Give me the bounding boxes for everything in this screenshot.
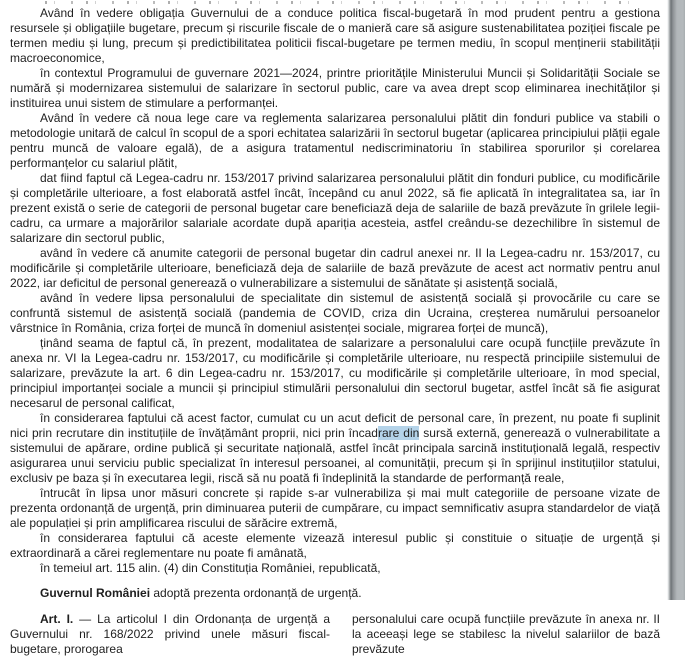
preamble-paragraph: în considerarea faptului că aceste elemente vizează interesul public și constituie o situație de urgență și extraordinară a cărei reglementare nu poate fi amânată, <box>10 531 660 560</box>
column-left <box>10 612 330 657</box>
preamble-paragraph: ținând seama de faptul că, în prezent, modalitatea de salarizare a personalului care ocupă funcțiile prevăzute în anexa nr. VI la Legea-cadru nr. 153/2017, cu modificările și completările ulterioare, nu respectă principiile sistemului de salarizare, prevăzute la art. 6 din Legea-cadru nr. 153/2017, cu modificările și completările ulterioare, în mod special, principiul importanței sociale a muncii și principiul stimulării personalului din sectorul bugetar, astfel încât să fie asigurat necesarul de personal calificat, <box>10 336 660 410</box>
two-column-section <box>10 612 660 657</box>
selection-post-text: sursă externă, generează o vulnerabilitate a sistemului de apărare, ordine publică și securitate națională, astfel încât principala sarcină instituțională legală, respectiv asigurarea unui serviciu public specializat în interesul persoanei, al comunității, precum și în sprijinul instituțiilor statului, exclusiv pe baza și în executarea legii, riscă să nu poată fi îndeplinită la standarde de performanță reale, <box>10 426 661 485</box>
text-selection-highlight: rare din <box>377 426 420 440</box>
preamble-paragraph-with-selection <box>10 411 660 486</box>
preamble-paragraph: în contextul Programului de guvernare 2021—2024, printre prioritățile Ministerului Muncii și Solidarității Sociale se numără și modernizarea sistemului de salarizare în sectorul public, care va avea drept scop eliminarea inechităților și instituirea unui sistem de stimulare a performanței. <box>10 66 660 110</box>
article-1-text: — La articolul I din Ordonanța de urgență a Guvernului nr. 168/2022 privind unele măsuri fiscal-bugetare, prorogarea <box>10 612 331 656</box>
preamble-paragraph: Având în vedere că noua lege care va reglementa salarizarea personalului plătit din fonduri publice va stabili o metodologie unitară de calcul în scopul de a spori echitatea salarizării în sectorul bugetar (aplicarea principiului plății egale pentru muncă de valoare egală), de a asigura tratamentul nediscriminatoriu în stabilirea sporurilor și corelarea performanțelor cu salariul plătit, <box>10 111 660 170</box>
page-edge-shadow <box>667 0 685 600</box>
article-1-paragraph <box>10 612 330 657</box>
preamble-paragraph: în temeiul art. 115 alin. (4) din Constituția României, republicată, <box>40 561 381 575</box>
adoption-clause <box>10 586 660 601</box>
adoption-clause-text: adoptă prezenta ordonanță de urgență. <box>150 586 362 600</box>
preamble-paragraph: având în vedere că anumite categorii de personal bugetar din cadrul anexei nr. II la Legea-cadru nr. 153/2017, cu modificările și completările ulterioare, beneficiază deja de salariile de bază prevăzute de acest act normativ pentru anul 2022, iar deficitul de personal generează o vulnerabilizare a sistemului de sănătate și asistență socială, <box>10 246 660 290</box>
preamble-paragraph: Având în vedere obligația Guvernului de a conduce politica fiscal-bugetară în mod prudent pentru a gestiona resursele și obligațiile bugetare, precum și riscurile fiscale de o manieră care să asigure sustenabilitatea poziției fiscale pe termen mediu și lung, precum și predictibilitatea politicii fiscal-bugetare pe termen mediu, în scopul menținerii stabilității macroeconomice, <box>10 6 660 65</box>
document-body <box>10 6 660 657</box>
clipped-text-line-fragments <box>45 1 643 4</box>
column-right <box>352 612 660 657</box>
preamble-paragraph: având în vedere lipsa personalului de specialitate din sistemul de asistență socială și provocările cu care se confruntă sistemul de asistență socială (pandemia de COVID, criza din Ucraina, creșterea numărului persoanelor vârstnice în România, criza forței de muncă în domeniul asistenței sociale, migrarea forței de muncă), <box>10 291 660 335</box>
preamble-paragraph: întrucât în lipsa unor măsuri concrete și rapide s-ar vulnerabiliza și mai mult categoriile de persoane vizate de prezenta ordonanță de urgență, prin diminuarea puterii de cumpărare, cu impact semnificativ asupra standardelor de viață ale populației și prin amplificarea riscului de sărăcire extremă, <box>10 486 660 530</box>
adoption-clause-issuer: Guvernul României <box>40 586 151 600</box>
selection-pre-text: în considerarea faptului că acest factor, cumulat cu un acut deficit de personal care, în prezent, nu poate fi suplinit nici prin recrutare din instituțiile de învățământ proprii, nici prin încad <box>10 411 660 440</box>
article-1-label: Art. I. <box>40 612 74 626</box>
article-continuation-paragraph: personalului care ocupă funcțiile prevăzute în anexa nr. II la aceeași lege se stabilesc la nivelul salariilor de bază prevăzute <box>352 612 660 656</box>
preamble-paragraph: dat fiind faptul că Legea-cadru nr. 153/2017 privind salarizarea personalului plătit din fonduri publice, cu modificările și completările ulterioare, a fost elaborată astfel încât, începând cu anul 2022, să fie aplicată în integralitatea sa, iar în prezent există o serie de categorii de personal bugetar care beneficiază deja de salariile de bază prevăzute în grilele legii-cadru, ca urmare a majorărilor salariale acordate după apariția acesteia, astfel creându-se dezechilibre în sistemul de salarizare din sectorul public, <box>10 171 660 245</box>
